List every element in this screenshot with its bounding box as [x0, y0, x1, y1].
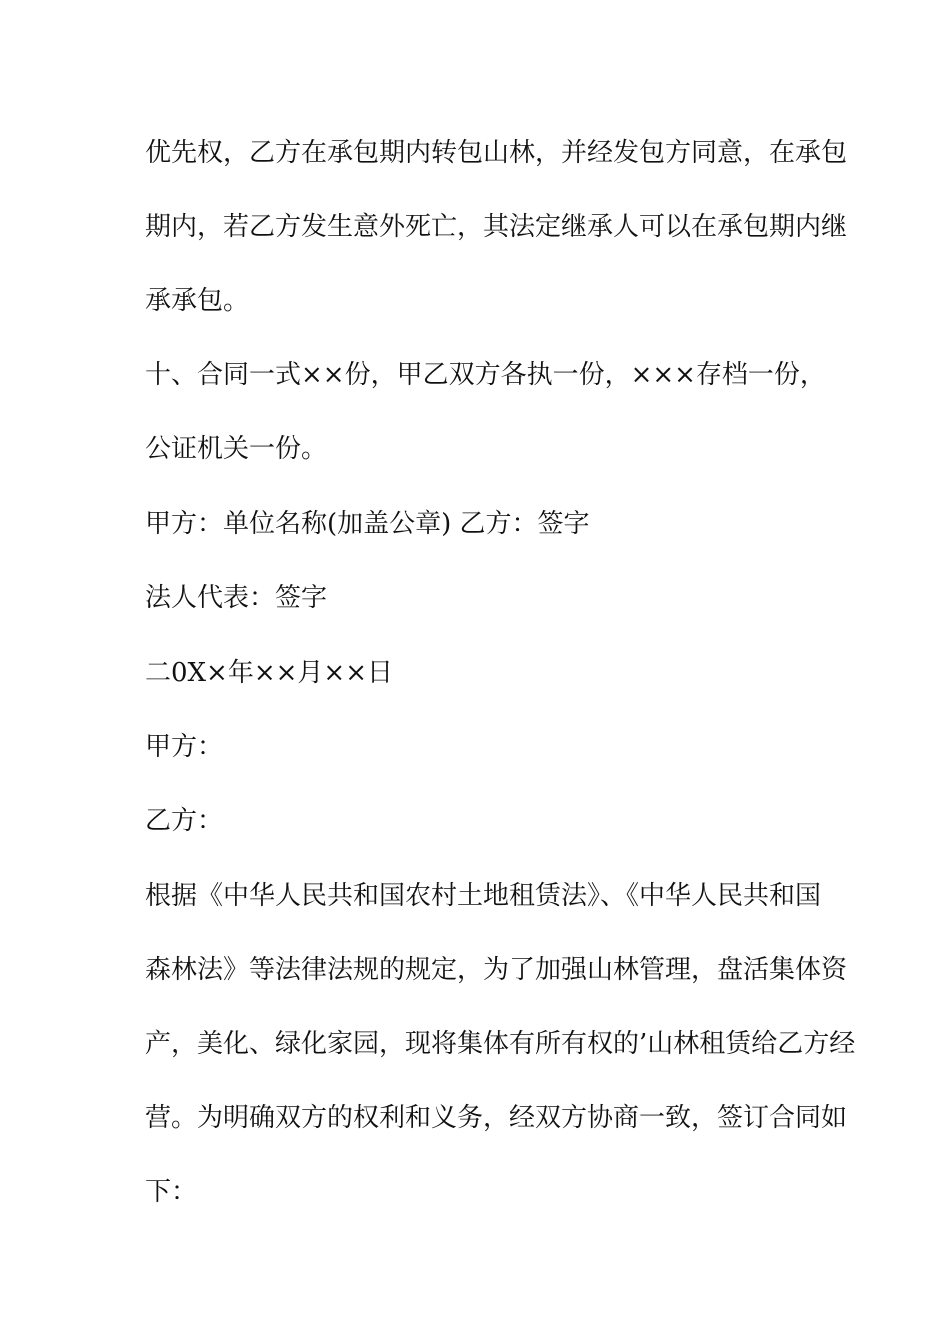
text-line-5: 公证机关一份。 — [145, 434, 328, 464]
text-line-4: 十、合同一式××份，甲乙双方各执一份，×××存档一份， — [145, 360, 826, 390]
text-line-15: 下： — [145, 1177, 198, 1207]
text-line-14: 营。为明确双方的权利和义务，经双方协商一致，签订合同如 — [145, 1103, 848, 1133]
text-line-7: 法人代表：签字 — [145, 583, 328, 613]
party-a-label: 甲方： — [145, 732, 224, 762]
text-line-3: 承承包。 — [145, 286, 250, 316]
party-b-label: 乙方： — [145, 806, 224, 836]
text-line-2: 期内，若乙方发生意外死亡，其法定继承人可以在承包期内继 — [145, 212, 848, 242]
text-line-1: 优先权，乙方在承包期内转包山林，并经发包方同意，在承包 — [145, 138, 848, 168]
text-line-11: 根据《中华人民共和国农村土地租赁法》、《中华人民共和国 — [145, 881, 822, 911]
text-line-6: 甲方：单位名称(加盖公章) 乙方：签字 — [145, 509, 590, 539]
text-line-12: 森林法》等法律法规的规定，为了加强山林管理，盘活集体资 — [145, 955, 848, 985]
date-line: 二0X×年××月××日 — [145, 658, 393, 688]
text-line-13: 产，美化、绿化家园，现将集体有所有权的’山林租赁给乙方经 — [145, 1029, 856, 1059]
